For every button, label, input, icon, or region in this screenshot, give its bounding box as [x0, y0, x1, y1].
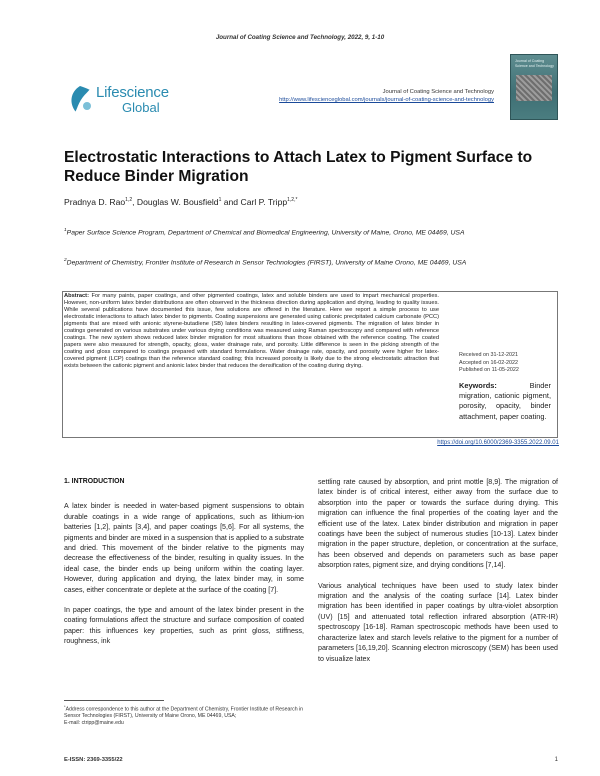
footnote-mark: * — [64, 704, 66, 709]
author-separator: , — [132, 197, 137, 207]
affiliation-text: Paper Surface Science Program, Department of Chemical and Biomedical Engineering, University of Maine, Orono, ME 04469, USA — [66, 229, 465, 237]
author-separator: and — [221, 197, 241, 207]
footnote-address: Address correspondence to this author at the Department of Chemistry, Frontier Institute of Research in Sensor Technologies (FIRST), University of Maine Orono, ME 04469, USA; — [64, 706, 304, 720]
body-paragraph: Various analytical techniques have been used to study latex binder migration and the analysis of the coating surface [14]. Latex binder migration has been identified in paper coatings by ultra-violet absorption (UV) [15] and attenuated total reflection infrared absorption (ATR-IR) spectroscopy [16-18]. Raman spectroscopic methods have been used to characterize latex and starch levels relative to the pigment for a number of parameters [16,19,20]. Scanning electron microscopy (SEM) has been used to visualize latex — [318, 581, 558, 663]
accepted-date: Accepted on 16-02-2022 — [459, 359, 519, 366]
author-name: Pradnya D. Rao — [64, 197, 126, 207]
section-heading: 1. INTRODUCTION — [64, 478, 125, 485]
journal-url-link[interactable]: http://www.lifescienceglobal.com/journals/journal-of-coating-science-and-technology — [279, 97, 494, 103]
body-column-left — [64, 477, 304, 657]
publisher-logo[interactable] — [66, 80, 176, 122]
author-affiliation-mark: 1 — [218, 197, 222, 204]
affiliation-2 — [64, 256, 552, 267]
abstract — [64, 293, 439, 371]
body-paragraph: A latex binder is needed in water-based pigment suspensions to obtain durable coatings in a wide range of applications, such as lithium-ion batteries [1,2], paints [3,4], and paper coatings [5,6]. For all systems, the pigments and binder are mixed in a suspension that is applied to a substrate and dried. This movement of the binder relative to the pigments may decrease the effectiveness of the binder, resulting in quality issues. In the ideal case, the binder ends up being uniform within the coating layer. However, during application and drying, the latex binder may, in some cases, either concentrate or deplete at the surface of the coating [7]. — [64, 502, 304, 594]
footnote-email[interactable]: E-mail: ctripp@maine.edu — [64, 719, 124, 726]
abstract-label: Abstract: — [64, 293, 89, 299]
page-number: 1 — [554, 757, 558, 763]
affiliation-number: 1 — [64, 228, 67, 233]
correspondence-footnote — [64, 704, 304, 727]
cover-image — [516, 75, 552, 101]
journal-info — [279, 88, 494, 104]
issn: E-ISSN: 2369-3355/22 — [64, 757, 123, 763]
keywords-text: Binder migration, cationic pigment, porosity, opacity, binder attachment, paper coating. — [459, 381, 551, 421]
author-name: Carl P. Tripp — [240, 197, 288, 207]
footnote-divider — [64, 700, 164, 701]
journal-name: Journal of Coating Science and Technology — [382, 89, 494, 95]
body-paragraph: settling rate caused by absorption, and print mottle [8,9]. The migration of latex binder is of critical interest, either away from the surface due to absorption into the paper or towards the surface during drying. This migration can influence the final properties of the coating layer and the efficient use of the latex. Latex binder distribution and migration in paper coatings have been the subject of numerous studies [10-13]. Latex binder migration in the paper structure, depletion, or concentration at the surface, has been observed and depends on parameters such as base paper absorption rates, pigment size, and drying conditions [7,14]. — [318, 478, 558, 570]
logo-text-lifescience: Lifescience — [96, 84, 169, 101]
article-title: Electrostatic Interactions to Attach Latex to Pigment Surface to Reduce Binder Migration — [64, 149, 533, 185]
logo-text-global: Global — [122, 100, 160, 115]
journal-cover-thumbnail — [510, 54, 558, 120]
affiliation-number: 2 — [64, 258, 67, 263]
affiliation-1 — [64, 226, 552, 237]
running-header: Journal of Coating Science and Technology, 2022, 9, 1-10 — [215, 34, 385, 41]
author-list — [64, 197, 297, 207]
affiliation-text: Department of Chemistry, Frontier Institute of Research in Sensor Technologies (FIRST), University of Maine Orono, ME 04469, USA — [66, 259, 467, 267]
body-paragraph: In paper coatings, the type and amount of the latex binder present in the coating formulations affect the structure and surface composition of coated paper: this influences key properties, such as print gloss, stiffness, roughness, ink — [64, 606, 304, 646]
published-date: Published on 11-05-2022 — [459, 367, 519, 374]
keywords — [459, 381, 551, 422]
cover-title: Journal of Coating Science and Technology — [515, 59, 554, 68]
abstract-text: For many paints, paper coatings, and other pigmented coatings, latex and soluble binders are used to impart mechanical properties. However, non-uniform latex binder distributions are often observed in the thickness direction during application and drying, leading to quality issues. While several publications have documented this issue, few solutions are offered in the literature. Here we report a simple process to use electrostatic interactions to attach latex binder to pigments. Coating suspensions are generated using cationic precipitated calcium carbonate (PCC) pigments that are mixed with anionic styrene-butadiene (SB) latex binders resulting in latex-covered pigments. The migration of latex binder in coatings generated on various substrates under various drying conditions was measured using Raman spectroscopy and compared with reference coatings. The new system shows reduced latex binder migration for most situations than those obtained with the reference coating. The coated papers were also measured for strength, opacity, gloss, water drainage rate, and porosity. Little difference is seen in the picking strength of the coating and gloss compared to coatings prepared with standard formulations. Water drainage rate, opacity, and porosity were higher for latex-covered pigment (LCP) coatings than the reference standard coating; this increased porosity is likely due to the strong electrostatic attraction that exists between the cationic pigment and anionic latex binder that reduces the densification of the coating during drying. — [64, 293, 439, 370]
article-dates — [459, 352, 519, 375]
received-date: Received on 31-12-2021 — [459, 352, 519, 358]
doi-link[interactable]: https://doi.org/10.6000/2369-3355.2022.09.01 — [437, 440, 559, 446]
author-affiliation-mark: 1,2 — [125, 197, 133, 204]
author-name: Douglas W. Bousfield — [136, 197, 219, 207]
author-affiliation-mark: 1,2,* — [287, 197, 298, 204]
keywords-label: Keywords: — [459, 381, 497, 390]
leaf-logo-icon — [66, 84, 94, 114]
body-column-right — [318, 477, 558, 674]
